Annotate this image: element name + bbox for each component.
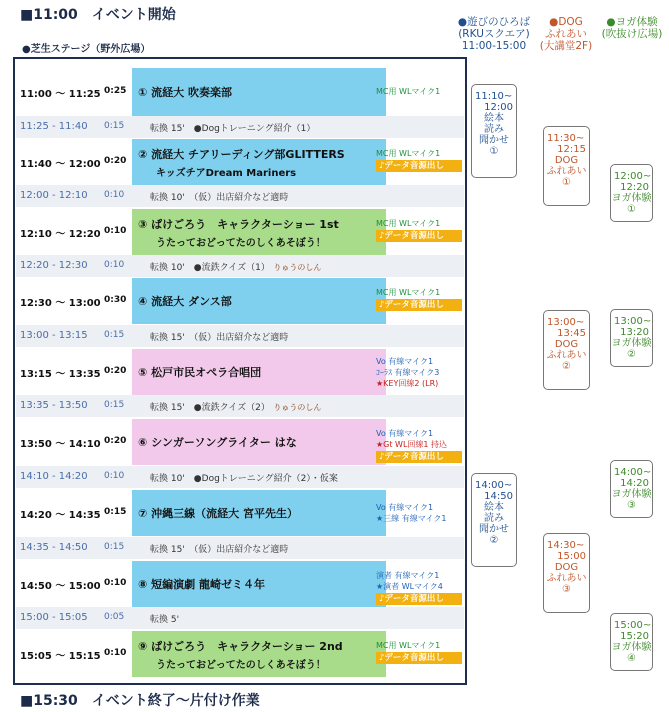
play-session-line: 読み	[484, 124, 504, 135]
yoga-session-line: ①	[627, 204, 636, 215]
column-header-yoga	[598, 16, 666, 40]
tech-requirement: ★Gt WL回線1 持込	[376, 440, 448, 449]
stage-label: ●芝生ステージ（野外広場）	[22, 44, 151, 55]
act-title: ④ 流経大 ダンス部	[138, 295, 232, 308]
transition-detail: （仮）出店紹介など適時	[193, 545, 289, 555]
transition-time: 12:00 - 12:10	[20, 190, 88, 201]
transition-duration: 0:10	[104, 190, 125, 200]
act-title-block	[132, 561, 386, 607]
transition-label: 転換 15'	[150, 333, 194, 343]
act-title: ⑦ 沖縄三線（流経大 宮平先生）	[138, 507, 298, 520]
schedule-row-act	[16, 278, 464, 324]
play-session-box	[471, 473, 517, 567]
dog-session-box	[543, 533, 590, 613]
dog-session-box	[543, 126, 590, 206]
schedule-row-transition	[16, 325, 464, 347]
transition-detail: ●Dogトレーニング紹介（1）	[193, 124, 316, 134]
schedule-row-act	[16, 209, 464, 255]
transition-time: 13:35 - 13:50	[20, 400, 88, 411]
schedule-row-transition	[16, 255, 464, 277]
row-duration: 0:10	[104, 226, 127, 236]
row-time: 13:50 ～ 14:10	[20, 439, 101, 450]
play-session-line: 聞かせ	[479, 524, 509, 535]
transition-label: 転換 5'	[150, 615, 189, 625]
col-play-time: 11:00-15:00	[461, 40, 527, 52]
tech-requirement: ★KEY回線2 (LR)	[376, 379, 439, 388]
tech-requirement: 演者 有線マイク1	[376, 571, 440, 580]
play-session-line: 絵本	[484, 113, 504, 124]
yoga-session-line: 15:00~	[614, 620, 652, 631]
transition-time: 13:00 - 13:15	[20, 330, 88, 341]
dog-session-box	[543, 310, 590, 390]
transition-label: 転換 15'	[150, 545, 194, 555]
yoga-session-line: 12:20	[620, 182, 649, 193]
tech-requirement: ★演者 WLマイク4	[376, 582, 443, 591]
tech-requirement: Vo 有線マイク1	[376, 357, 434, 366]
act-title: ① 流経大 吹奏楽部	[138, 86, 232, 99]
dog-session-line: ①	[562, 177, 571, 188]
schedule-row-transition	[16, 116, 464, 138]
col-dog-place: (大講堂2F)	[539, 40, 593, 52]
transition-label: 転換 10'	[150, 263, 194, 273]
schedule-row-act	[16, 490, 464, 536]
transition-duration: 0:10	[104, 471, 125, 481]
audio-tag: ♪データ音源出し	[376, 652, 462, 664]
yoga-session-line: 14:20	[620, 478, 649, 489]
row-duration: 0:10	[104, 578, 127, 588]
yoga-session-box	[610, 460, 653, 518]
col-yoga-place: (吹抜け広場)	[601, 28, 663, 40]
transition-note	[150, 330, 288, 343]
act-title: ⑧ 短編演劇 龍崎ゼミ４年	[138, 578, 265, 591]
dog-session-line: ふれあい	[546, 166, 587, 177]
transition-note	[150, 260, 321, 273]
tech-requirement: MC用 WLマイク1	[376, 149, 441, 158]
yoga-session-line: ヨガ体験	[611, 338, 652, 349]
tech-requirement: MC用 WLマイク1	[376, 641, 441, 650]
tech-requirement: MC用 WLマイク1	[376, 87, 441, 96]
row-duration: 0:20	[104, 156, 127, 166]
act-title-block	[132, 631, 386, 677]
act-title-block	[132, 139, 386, 185]
transition-sub: りゅうのしん	[265, 403, 322, 412]
transition-label: 転換 10'	[150, 474, 194, 484]
yoga-session-box	[610, 164, 653, 222]
act-title-block	[132, 490, 386, 536]
schedule-row-transition	[16, 537, 464, 559]
dog-session-line: 14:30~	[547, 540, 585, 551]
dog-session-line: 15:00	[557, 551, 586, 562]
col-yoga-title: ●ヨガ体験	[606, 16, 658, 28]
schedule-row-transition	[16, 607, 464, 629]
act-subtitle: うたっておどってたのしくあそぼう！	[156, 660, 326, 671]
transition-duration: 0:05	[104, 612, 125, 622]
act-subtitle: キッズチアDream Mariners	[156, 168, 297, 179]
schedule-row-act	[16, 631, 464, 677]
event-end-heading: ■15:30 イベント終了～片付け作業	[20, 693, 260, 709]
play-session-line: 11:10~	[475, 91, 513, 102]
tech-requirement: MC用 WLマイク1	[376, 219, 441, 228]
act-title-block	[132, 68, 386, 116]
transition-label: 転換 10'	[150, 193, 194, 203]
column-header-play	[452, 16, 536, 52]
transition-note	[150, 471, 338, 484]
schedule-row-transition	[16, 395, 464, 417]
yoga-session-line: 12:00~	[614, 171, 652, 182]
transition-time: 11:25 - 11:40	[20, 121, 88, 132]
col-play-place: (RKUスクエア)	[458, 28, 530, 40]
yoga-session-line: ②	[627, 349, 636, 360]
col-play-title: ●遊びのひろば	[457, 16, 531, 28]
transition-note	[150, 542, 288, 555]
act-title: ⑤ 松戸市民オペラ合唱団	[138, 366, 262, 379]
schedule-row-act	[16, 561, 464, 607]
transition-duration: 0:15	[104, 542, 125, 552]
row-duration: 0:20	[104, 366, 127, 376]
audio-tag: ♪データ音源出し	[376, 451, 462, 463]
row-time: 13:15 ～ 13:35	[20, 369, 101, 380]
dog-session-line: ふれあい	[546, 573, 587, 584]
row-duration: 0:20	[104, 436, 127, 446]
act-title: ③ ぱけごろう キャラクターショー 1st	[138, 218, 339, 231]
play-session-line: 12:00	[484, 102, 513, 113]
row-time: 14:20 ～ 14:35	[20, 510, 101, 521]
col-dog-title: ●DOG	[549, 16, 583, 28]
dog-session-line: DOG	[554, 562, 579, 573]
transition-duration: 0:15	[104, 121, 125, 131]
tech-requirement: ｺｰﾗｽ 有線マイク3	[376, 368, 440, 377]
tech-requirement: ★三線 有線マイク1	[376, 514, 447, 523]
play-session-line: 読み	[484, 513, 504, 524]
transition-label: 転換 15'	[150, 403, 194, 413]
act-title-block	[132, 419, 386, 465]
yoga-session-line: ヨガ体験	[611, 193, 652, 204]
yoga-session-line: 13:20	[620, 327, 649, 338]
yoga-session-line: 15:20	[620, 631, 649, 642]
row-time: 14:50 ～ 15:00	[20, 581, 101, 592]
audio-tag: ♪データ音源出し	[376, 593, 462, 605]
transition-duration: 0:10	[104, 260, 125, 270]
dog-session-line: 13:00~	[547, 317, 585, 328]
transition-note	[150, 121, 315, 134]
yoga-session-box	[610, 613, 653, 671]
play-session-box	[471, 84, 517, 178]
row-time: 12:30 ～ 13:00	[20, 298, 101, 309]
dog-session-line: DOG	[554, 339, 579, 350]
transition-note	[150, 190, 288, 203]
dog-session-line: ②	[562, 361, 571, 372]
yoga-session-line: ③	[627, 500, 636, 511]
play-session-line: 14:00~	[475, 480, 513, 491]
tech-requirement: Vo 有線マイク1	[376, 429, 434, 438]
play-session-line: ①	[489, 146, 499, 157]
play-session-line: 聞かせ	[479, 135, 509, 146]
transition-duration: 0:15	[104, 400, 125, 410]
yoga-session-line: ヨガ体験	[611, 642, 652, 653]
transition-time: 14:35 - 14:50	[20, 542, 88, 553]
transition-detail: （仮）出店紹介など適時	[193, 333, 289, 343]
play-session-line: ②	[489, 535, 499, 546]
transition-time: 15:00 - 15:05	[20, 612, 88, 623]
row-time: 12:10 ～ 12:20	[20, 229, 101, 240]
transition-note	[150, 400, 321, 413]
schedule-row-transition	[16, 185, 464, 207]
audio-tag: ♪データ音源出し	[376, 160, 462, 172]
schedule-row-act	[16, 68, 464, 116]
transition-time: 14:10 - 14:20	[20, 471, 88, 482]
schedule-row-act	[16, 349, 464, 395]
col-dog-sub: ふれあい	[545, 28, 587, 40]
act-title: ⑥ シンガーソングライター はな	[138, 436, 297, 449]
act-title-block	[132, 209, 386, 255]
transition-sub: りゅうのしん	[265, 263, 322, 272]
row-time: 15:05 ～ 15:15	[20, 651, 101, 662]
row-duration: 0:10	[104, 648, 127, 658]
yoga-session-line: 14:00~	[614, 467, 652, 478]
act-title-block	[132, 349, 386, 395]
dog-session-line: 11:30~	[547, 133, 585, 144]
transition-duration: 0:15	[104, 330, 125, 340]
row-duration: 0:30	[104, 295, 127, 305]
audio-tag: ♪データ音源出し	[376, 299, 462, 311]
audio-tag: ♪データ音源出し	[376, 230, 462, 242]
tech-requirement: MC用 WLマイク1	[376, 288, 441, 297]
event-start-heading: ■11:00 イベント開始	[20, 7, 176, 23]
yoga-session-line: 13:00~	[614, 316, 652, 327]
row-duration: 0:15	[104, 507, 127, 517]
schedule-row-transition	[16, 466, 464, 488]
dog-session-line: DOG	[554, 155, 579, 166]
yoga-session-box	[610, 309, 653, 367]
act-title: ⑨ ぱけごろう キャラクターショー 2nd	[138, 640, 343, 653]
column-header-dog	[536, 16, 596, 52]
play-session-line: 14:50	[484, 491, 513, 502]
transition-detail: ●流鉄クイズ（2）	[193, 403, 266, 413]
schedule-row-act	[16, 419, 464, 465]
tech-requirement: Vo 有線マイク1	[376, 503, 434, 512]
act-title-block	[132, 278, 386, 324]
play-session-line: 絵本	[484, 502, 504, 513]
row-time: 11:00 ～ 11:25	[20, 89, 101, 100]
transition-detail: （仮）出店紹介など適時	[193, 193, 289, 203]
dog-session-line: 12:15	[557, 144, 586, 155]
dog-session-line: ③	[562, 584, 571, 595]
act-title: ② 流経大 チアリーディング部GLITTERS	[138, 148, 345, 161]
row-duration: 0:25	[104, 86, 127, 96]
transition-label: 転換 15'	[150, 124, 194, 134]
dog-session-line: 13:45	[557, 328, 586, 339]
transition-note	[150, 612, 188, 625]
dog-session-line: ふれあい	[546, 350, 587, 361]
act-subtitle: うたっておどってたのしくあそぼう！	[156, 238, 326, 249]
transition-time: 12:20 - 12:30	[20, 260, 88, 271]
yoga-session-line: ヨガ体験	[611, 489, 652, 500]
transition-detail: ●流鉄クイズ（1）	[193, 263, 266, 273]
schedule-row-act	[16, 139, 464, 185]
yoga-session-line: ④	[627, 653, 636, 664]
transition-detail: ●Dogトレーニング紹介（2）・仮案	[193, 474, 338, 484]
row-time: 11:40 ～ 12:00	[20, 159, 101, 170]
